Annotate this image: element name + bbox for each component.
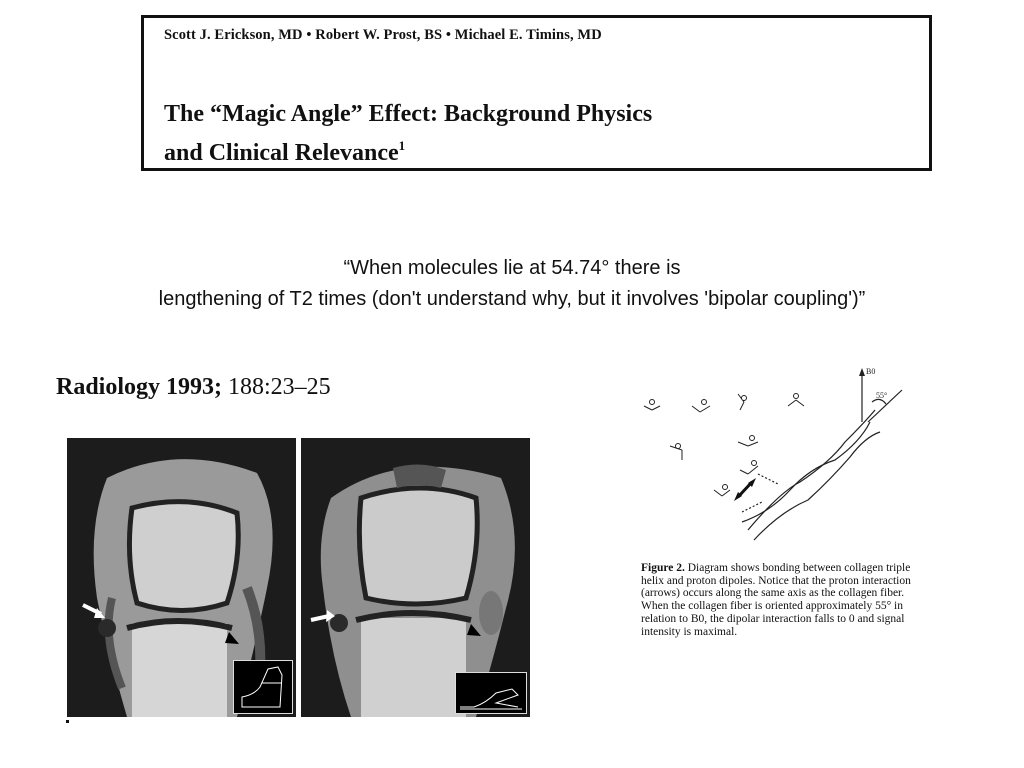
authors: Scott J. Erickson, MD • Robert W. Prost, BS • Michael E. Timins, MD — [164, 27, 602, 43]
paper-title-box — [141, 15, 932, 171]
paper-title-line-1: The “Magic Angle” Effect: Background Physics — [164, 101, 653, 127]
mri-image-right — [301, 438, 530, 717]
journal-citation — [56, 374, 331, 401]
angle-label: 55° — [876, 391, 888, 400]
orientation-inset-icon — [233, 660, 293, 714]
paper-title — [164, 99, 652, 169]
paper-title-line-2: and Clinical Relevance — [164, 140, 399, 166]
citation-pages: 188:23–25 — [228, 374, 331, 400]
quote-line-1: “When molecules lie at 54.74° there is — [343, 257, 681, 279]
stray-mark — [66, 720, 69, 723]
figure-label: Figure 2. — [641, 562, 685, 574]
title-footnote-marker: 1 — [398, 138, 406, 153]
mri-image-left — [67, 438, 296, 717]
citation-journal: Radiology 1993; — [56, 374, 223, 400]
orientation-inset-icon — [455, 672, 527, 714]
collagen-dipole-diagram — [630, 362, 920, 547]
figure-caption-text: Diagram shows bonding between collagen triple helix and proton dipoles. Notice that the proton interaction (arrows) occurs along the same axis as the collagen fiber. When the collagen fiber is oriented approximately 55° in relation to B0, the dipolar interaction falls to 0 and signal intensity is maximal. — [641, 562, 911, 638]
figure-caption — [641, 562, 911, 638]
quote-line-2: lengthening of T2 times (don't understand why, but it involves 'bipolar coupling')” — [158, 288, 866, 310]
b0-label: B0 — [866, 367, 876, 376]
